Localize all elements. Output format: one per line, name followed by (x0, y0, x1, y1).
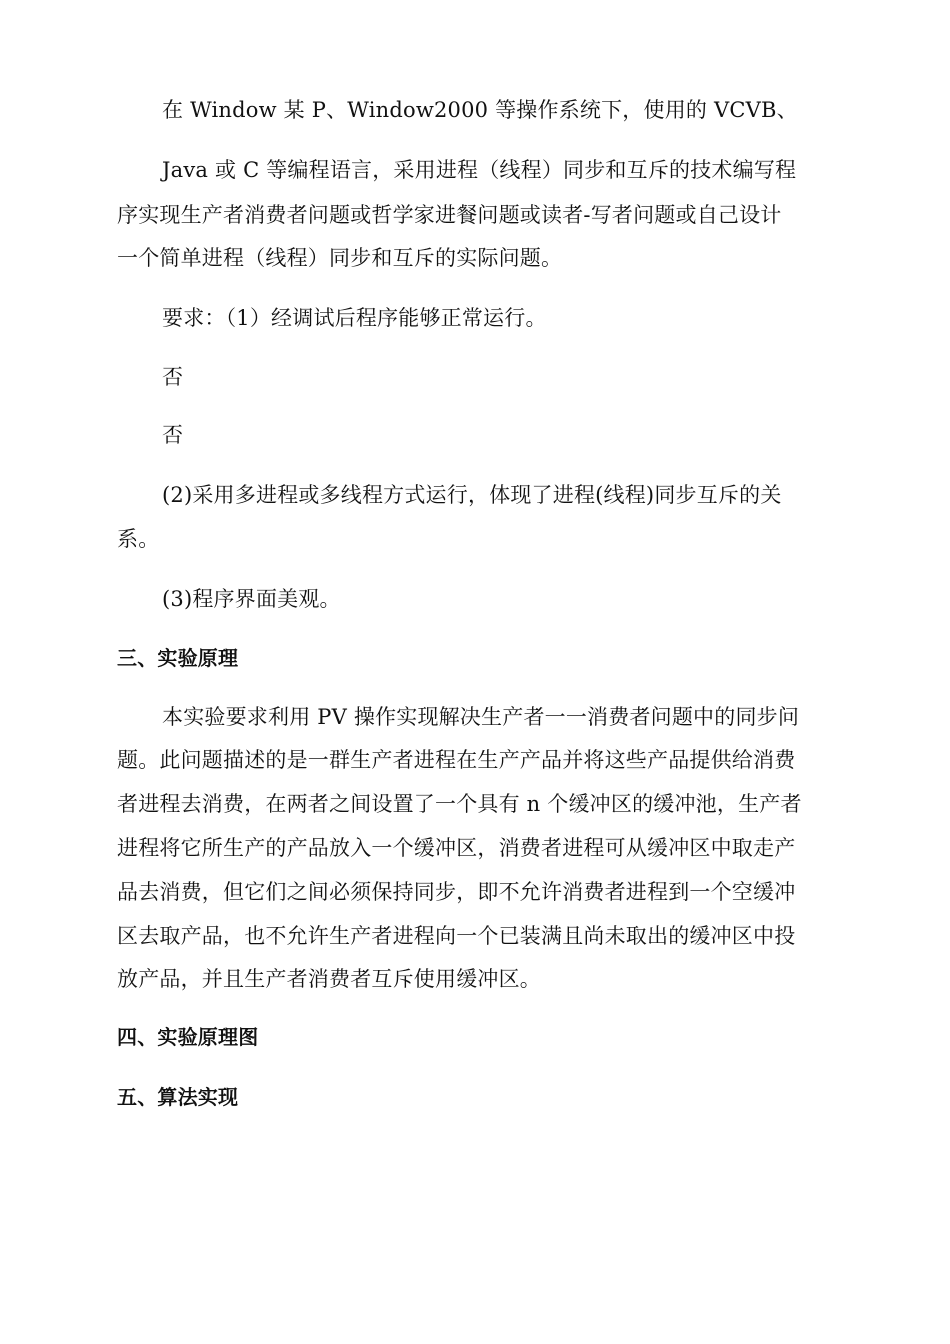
requirement-2-line-1: (2)采用多进程或多线程方式运行，体现了进程(线程)同步互斥的关 (162, 483, 782, 507)
paragraph-language-line-3: 一个简单进程（线程）同步和互斥的实际问题。 (117, 246, 563, 270)
principle-line-1: 本实验要求利用 PV 操作实现解决生产者一一消费者问题中的同步问 (162, 705, 800, 729)
principle-line-4: 进程将它所生产的产品放入一个缓冲区，消费者进程可从缓冲区中取走产 (117, 836, 796, 860)
section-heading-principle: 三、实验原理 (117, 646, 239, 670)
section-heading-diagram: 四、实验原理图 (117, 1025, 259, 1049)
answer-no-1: 否 (162, 365, 184, 389)
paragraph-language-line-2: 序实现生产者消费者问题或哲学家进餐问题或读者-写者问题或自己设计 (117, 203, 782, 227)
principle-line-2: 题。此问题描述的是一群生产者进程在生产产品并将这些产品提供给消费 (117, 748, 796, 772)
principle-line-6: 区去取产品，也不允许生产者进程向一个已装满且尚未取出的缓冲区中投 (117, 924, 796, 948)
principle-line-7: 放产品，并且生产者消费者互斥使用缓冲区。 (117, 967, 541, 991)
principle-line-3: 者进程去消费，在两者之间设置了一个具有 n 个缓冲区的缓冲池，生产者 (117, 792, 802, 816)
answer-no-2: 否 (162, 423, 184, 447)
requirement-2-line-2: 系。 (117, 527, 160, 551)
principle-line-5: 品去消费，但它们之间必须保持同步，即不允许消费者进程到一个空缓冲 (117, 880, 796, 904)
paragraph-os-line-1: 在 Window 某 P、Window2000 等操作系统下，使用的 VCVB、 (162, 98, 798, 122)
section-heading-algorithm: 五、算法实现 (117, 1085, 239, 1109)
requirement-3: (3)程序界面美观。 (162, 587, 341, 611)
paragraph-language-line-1: Java 或 C 等编程语言，采用进程（线程）同步和互斥的技术编写程 (162, 158, 797, 182)
requirement-1: 要求：（1）经调试后程序能够正常运行。 (162, 306, 547, 330)
